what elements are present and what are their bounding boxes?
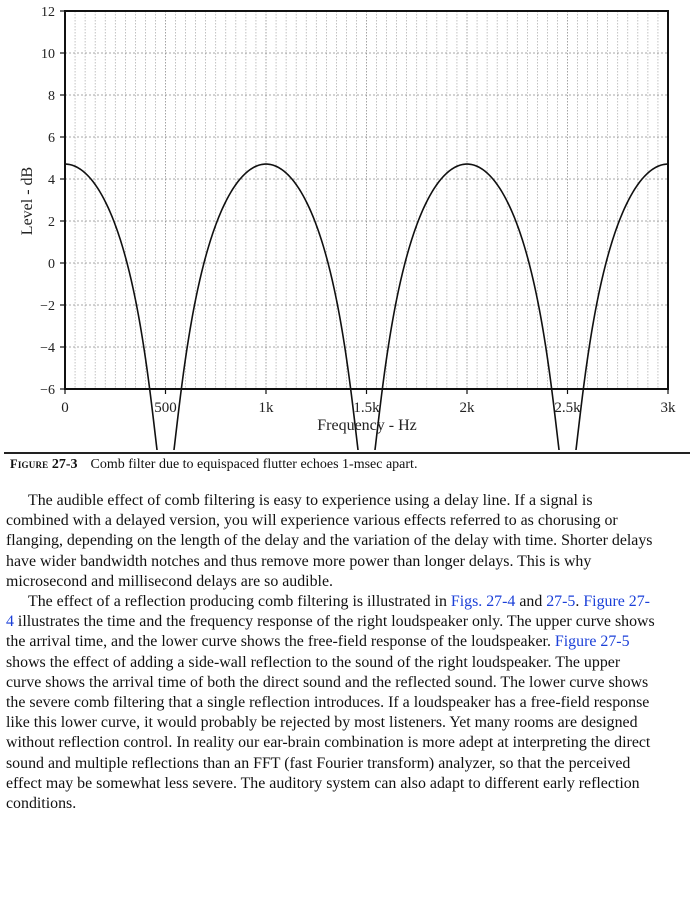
paragraph-2-text: The effect of a reflection producing comb filtering is illustrated in [28, 593, 451, 611]
paragraph-2-line: effect may be somewhat less severe. The auditory system can also adapt to different early reflection [6, 774, 640, 792]
link-figure-27-5[interactable]: Figure 27-5 [554, 633, 630, 651]
link-figure-27-4-cont[interactable]: 4 [6, 613, 14, 631]
paragraph-2-line: like this lower curve, it would probably be rejected by most listeners. Yet many rooms are designed [6, 714, 638, 732]
paragraph-2-line: sound and multiple reflections than an FFT (fast Fourier transform) analyzer, so that the perceived [6, 754, 631, 772]
paragraph-2-text: . [575, 593, 584, 611]
paragraph-2-line: the severe comb filtering that a single reflection introduces. If a loudspeaker has a free-field response [6, 694, 650, 712]
paragraph-2-line: curve shows the arrival time of both the direct sound and the reflected sound. The lower curve shows [6, 673, 649, 691]
y-tick-label: 4 [48, 173, 55, 188]
x-tick-label: 2.5k [554, 400, 581, 416]
paragraph-2-text: the arrival time, and the lower curve shows the free-field response of the loudspeaker. [6, 633, 555, 651]
y-tick-label: 12 [41, 5, 55, 20]
x-tick-label: 1.5k [353, 400, 380, 416]
chart-ticks [60, 11, 668, 394]
paragraph-2-line: without reflection control. In reality our ear-brain combination is more adept at interpreting the direct [6, 734, 651, 752]
link-figs-27-4[interactable]: Figs. 27-4 [450, 593, 516, 611]
paragraph-2-text: illustrates the time and the frequency response of the right loudspeaker only. The upper curve shows [13, 613, 655, 631]
y-tick-label: 0 [48, 257, 55, 272]
figure-label: Figure [10, 457, 49, 471]
paragraph-1-line: have wider bandwidth notches and thus remove more power than longer delays. This is why [6, 552, 592, 570]
paragraph-1-line: microsecond and millisecond delays are so audible. [6, 572, 333, 590]
paragraph-2-line [6, 592, 688, 612]
x-tick-label: 500 [154, 400, 177, 416]
y-tick-label: 8 [48, 89, 55, 104]
caption-rule [4, 452, 690, 454]
figure-number: 27-3 [51, 457, 78, 472]
y-tick-label: −2 [40, 299, 55, 314]
paragraph-1-line: combined with a delayed version, you will experience various effects referred to as chorusing or [6, 512, 618, 530]
y-tick-label: 6 [48, 131, 55, 146]
y-axis-label: Level - dB [19, 166, 36, 236]
y-tick-label: 2 [48, 215, 55, 230]
x-tick-label: 3k [660, 400, 676, 416]
body-text [6, 491, 688, 814]
x-tick-label: 2k [459, 400, 475, 416]
x-tick-labels [61, 400, 676, 416]
chart-grid [65, 11, 668, 389]
link-27-5[interactable]: 27-5 [546, 593, 576, 611]
paragraph-1-line: The audible effect of comb filtering is easy to experience using a delay line. If a signal is [28, 492, 593, 509]
y-tick-label: −6 [40, 383, 55, 398]
paragraph-2-line [6, 632, 688, 652]
paragraph-2-line: shows the effect of adding a side-wall reflection to the sound of the right loudspeaker. The upper [6, 653, 621, 671]
paragraph-2-text: and [515, 593, 547, 611]
x-tick-label: 1k [258, 400, 274, 416]
x-axis-label: Frequency - Hz [317, 417, 417, 434]
link-figure-27-4[interactable]: Figure 27- [583, 593, 650, 611]
y-tick-labels [40, 5, 55, 398]
y-tick-label: 10 [41, 47, 55, 62]
x-tick-label: 0 [61, 400, 69, 416]
figure-caption-text: Comb filter due to equispaced flutter echoes 1-msec apart. [90, 457, 418, 472]
paragraph-2-line [6, 612, 688, 632]
figure-caption [10, 457, 417, 473]
y-tick-label: −4 [40, 341, 55, 356]
paragraph-2-line: conditions. [6, 795, 77, 813]
paragraph-1-line: flanging, depending on the length of the delay and the variation of the delay with time. Shorter delays [6, 532, 653, 550]
